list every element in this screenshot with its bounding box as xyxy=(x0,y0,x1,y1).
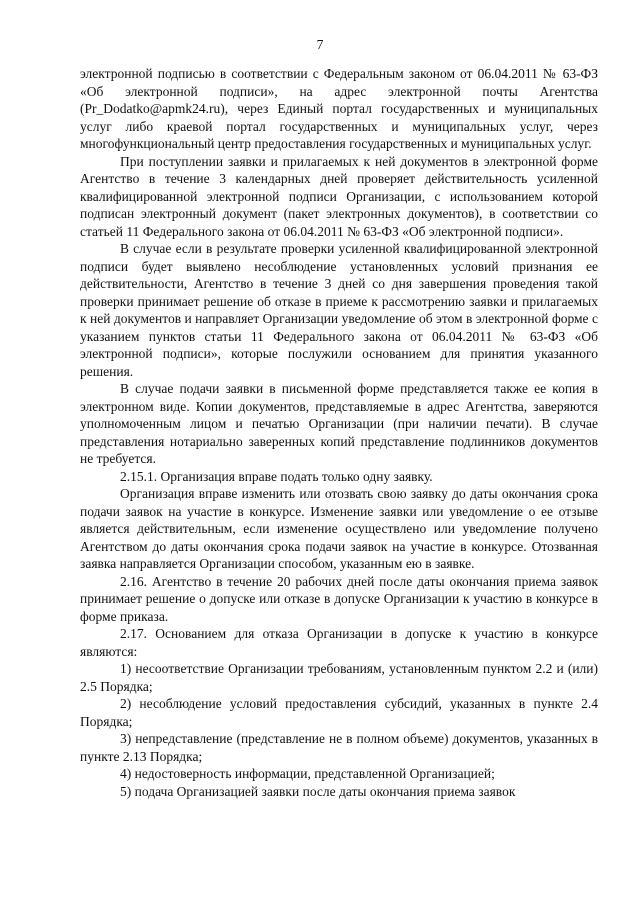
paragraph-clause-2-15-1: 2.15.1. Организация вправе подать только одну заявку. xyxy=(120,468,433,484)
page-number: 7 xyxy=(316,37,324,52)
list-item-1: 1) несоответствие Организации требованиям, установленным пунктом 2.2 и (или) 2.5 Порядка; xyxy=(80,661,598,694)
paragraph-paper-submission: В случае подачи заявки в письменной форме представляется также ее копия в электронном виде. Копии документов, представляемые в адрес Агентства, заверяются уполномоченным лицом и печатью Организации (при наличии печати). В случае представления нотариально заверенных копий представление подлинников документов не требуется. xyxy=(80,381,598,466)
list-item-5: 5) подача Организацией заявки после даты окончания приема заявок xyxy=(120,783,516,799)
paragraph-continuation: электронной подписью в соответствии с Федеральным законом от 06.04.2011 № 63-ФЗ «Об электронной подписи», на адрес электронной почты Агентства (Pr_Dodatko@apmk24.ru), через Единый портал государственных и муниципальных услуг либо краевой портал государственных и муниципальных услуг, через многофункциональный центр предоставления государственных и муниципальных услуг. xyxy=(80,66,598,151)
paragraph-clause-2-16: 2.16. Агентство в течение 20 рабочих дней после даты окончания приема заявок принимает решение о допуске или отказе в допуске Организации к участию в конкурсе в форме приказа. xyxy=(80,573,598,624)
paragraph-clause-2-17: 2.17. Основанием для отказа Организации в допуске к участию в конкурсе являются: xyxy=(80,626,598,659)
paragraph-signature-invalid: В случае если в результате проверки усиленной квалифицированной электронной подписи будет выявлено несоблюдение установленных условий признания ее действительности, Агентство в течение 3 дней со дня завершения проведения такой проверки принимает решение об отказе в приеме к рассмотрению заявки и прилагаемых к ней документов и направляет Организации уведомление об этом в электронной форме с указанием пунктов статьи 11 Федерального закона от 06.04.2011 № 63-ФЗ «Об электронной подписи», которые послужили основанием для принятия указанного решения. xyxy=(80,241,598,379)
list-item-2: 2) несоблюдение условий предоставления субсидий, указанных в пункте 2.4 Порядка; xyxy=(80,696,598,729)
paragraph-signature-check: При поступлении заявки и прилагаемых к ней документов в электронной форме Агентство в течение 3 календарных дней проверяет действительность усиленной квалифицированной электронной подписи Организации, с использованием которой подписан электронный документ (пакет электронных документов), в соответствии со статьей 11 Федерального закона от 06.04.2011 № 63-ФЗ «Об электронной подписи». xyxy=(80,153,598,239)
list-item-3: 3) непредставление (представление не в полном объеме) документов, указанных в пункте 2.13 Порядка; xyxy=(80,731,598,764)
paragraph-withdraw-application: Организация вправе изменить или отозвать свою заявку до даты окончания срока подачи заявок на участие в конкурсе. Изменение заявки или уведомление о ее отзыве является действительным, если изменение осуществлено или уведомление получено Агентством до даты окончания срока подачи заявок на участие в конкурсе. Отозванная заявка направляется Организации способом, указанным ею в заявке. xyxy=(80,486,598,571)
document-body xyxy=(80,65,598,800)
list-item-4: 4) недостоверность информации, представленной Организацией; xyxy=(120,766,495,781)
